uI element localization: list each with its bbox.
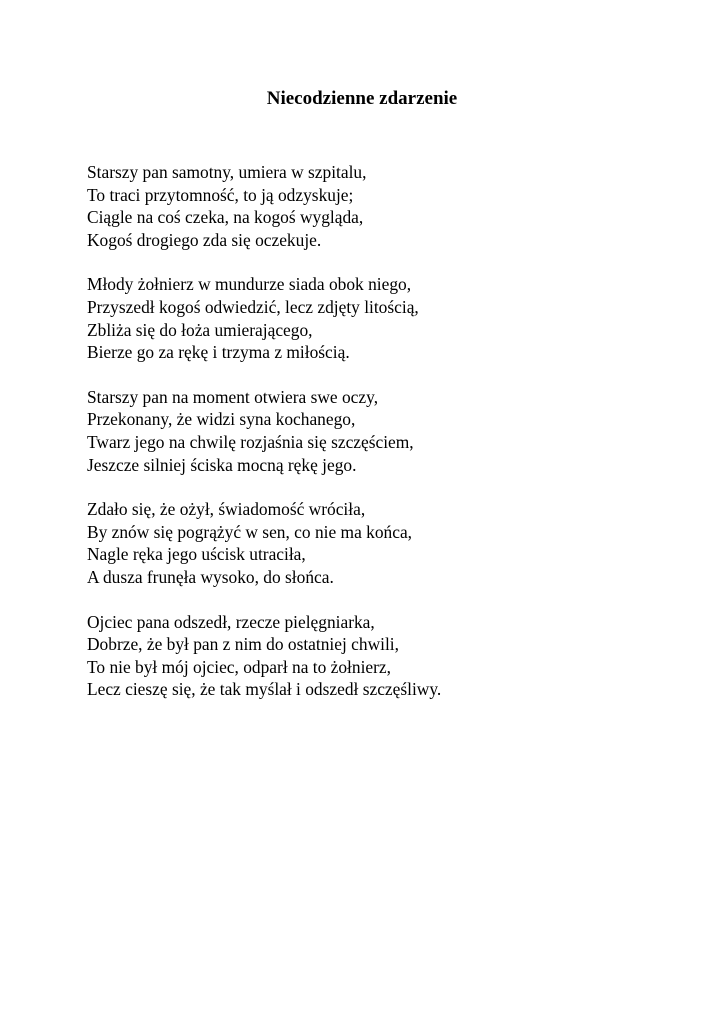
poem-line: Kogoś drogiego zda się oczekuje. — [87, 229, 322, 250]
stanza-4 — [87, 498, 687, 588]
poem-line: Nagle ręka jego uścisk utraciła, — [87, 544, 306, 565]
poem-line: Lecz cieszę się, że tak myślał i odszedł szczęśliwy. — [87, 679, 442, 700]
poem-line: Starszy pan samotny, umiera w szpitalu, — [87, 162, 367, 182]
poem-title: Niecodzienne zdarzenie — [266, 88, 458, 109]
poem-line: Ciągle na coś czeka, na kogoś wygląda, — [87, 207, 364, 228]
poem-line: Przekonany, że widzi syna kochanego, — [87, 409, 356, 430]
poem-line: To nie był mój ojciec, odparł na to żołnierz, — [87, 656, 391, 677]
poem-body — [87, 161, 687, 723]
poem-line: A dusza frunęła wysoko, do słońca. — [87, 566, 334, 587]
stanza-5 — [87, 611, 687, 701]
stanza-2 — [87, 273, 687, 363]
poem-line: Ojciec pana odszedł, rzecze pielęgniarka, — [87, 611, 375, 632]
poem-line: Jeszcze silniej ściska mocną rękę jego. — [87, 454, 357, 475]
poem-line: Zdało się, że ożył, świadomość wróciła, — [87, 499, 366, 520]
poem-line: Twarz jego na chwilę rozjaśnia się szczęściem, — [87, 431, 414, 452]
stanza-1 — [87, 161, 687, 251]
stanza-3 — [87, 386, 687, 476]
poem-line: Zbliża się do łoża umierającego, — [87, 319, 313, 340]
poem-line: To traci przytomność, to ją odzyskuje; — [87, 184, 354, 205]
poem-line: Młody żołnierz w mundurze siada obok niego, — [87, 274, 412, 295]
poem-line: Dobrze, że był pan z nim do ostatniej chwili, — [87, 634, 399, 655]
poem-line: Przyszedł kogoś odwiedzić, lecz zdjęty litością, — [87, 296, 419, 317]
poem-line: By znów się pogrążyć w sen, co nie ma końca, — [87, 521, 413, 542]
poem-line: Bierze go za rękę i trzyma z miłością. — [87, 342, 350, 363]
poem-line: Starszy pan na moment otwiera swe oczy, — [87, 386, 379, 407]
